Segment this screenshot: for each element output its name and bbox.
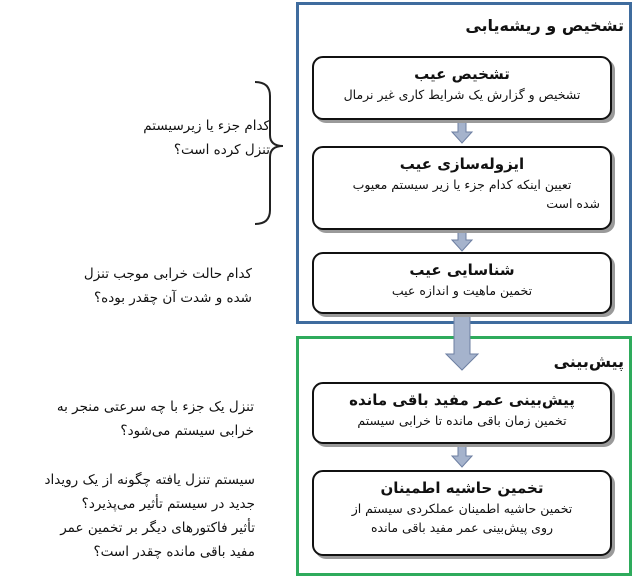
question-failure-mode-line-1: کدام حالت خرابی موجب تنزل bbox=[83, 266, 252, 282]
diagnosis-panel-title: تشخیص و ریشه‌یابی bbox=[465, 16, 624, 35]
fault-identification-desc: تخمین ماهیت و اندازه عیب bbox=[391, 283, 533, 298]
question-new-event bbox=[12, 468, 255, 564]
question-new-event-line-4: مفید باقی مانده چقدر است؟ bbox=[93, 544, 255, 560]
fault-detection-title: تشخیص عیب bbox=[414, 65, 510, 83]
question-new-event-line-2: جدید در سیستم تأثیر می‌پذیرد؟ bbox=[81, 496, 255, 512]
confidence-margin-box bbox=[312, 470, 612, 556]
fault-detection-desc: تشخیص و گزارش یک شرایط کاری غیر نرمال bbox=[343, 87, 581, 102]
confidence-margin-desc-line-1: تخمین حاشیه اطمینان عملکردی سیستم از bbox=[351, 501, 573, 516]
question-component-line-2: تنزل کرده است؟ bbox=[173, 142, 270, 158]
question-degradation-speed-line-2: خرابی سیستم می‌شود؟ bbox=[120, 423, 254, 439]
prognosis-panel-title: پیش‌بینی bbox=[553, 352, 624, 371]
confidence-margin-title: تخمین حاشیه اطمینان bbox=[380, 479, 544, 497]
question-failure-mode-line-2: شده و شدت آن چقدر بوده؟ bbox=[94, 290, 252, 306]
fault-isolation-title: ایزوله‌سازی عیب bbox=[399, 155, 525, 173]
question-failure-mode bbox=[40, 262, 252, 310]
question-component-line-1: کدام جزء یا زیرسیستم bbox=[143, 118, 270, 134]
question-degradation-speed-line-1: تنزل یک جزء با چه سرعتی منجر به bbox=[56, 399, 254, 415]
rul-prediction-title: پیش‌بینی عمر مفید باقی مانده bbox=[349, 391, 575, 409]
question-new-event-line-1: سیستم تنزل یافته چگونه از یک رویداد bbox=[44, 472, 255, 488]
fault-isolation-desc-line-1: تعیین اینکه کدام جزء یا زیر سیستم معیوب bbox=[352, 177, 572, 192]
question-new-event-line-3: تأثیر فاکتورهای دیگر بر تخمین عمر bbox=[60, 520, 255, 536]
fault-isolation-desc-line-2: شده است bbox=[546, 196, 600, 211]
fault-identification-title: شناسایی عیب bbox=[409, 261, 515, 279]
question-degradation-speed bbox=[24, 395, 254, 443]
fault-identification-box bbox=[312, 252, 612, 314]
fault-detection-box bbox=[312, 56, 612, 120]
confidence-margin-desc-line-2: روی پیش‌بینی عمر مفید باقی مانده bbox=[370, 520, 554, 535]
rul-prediction-box bbox=[312, 382, 612, 444]
question-component bbox=[140, 114, 270, 162]
fault-isolation-box bbox=[312, 146, 612, 230]
rul-prediction-desc: تخمین زمان باقی مانده تا خرابی سیستم bbox=[357, 413, 567, 428]
